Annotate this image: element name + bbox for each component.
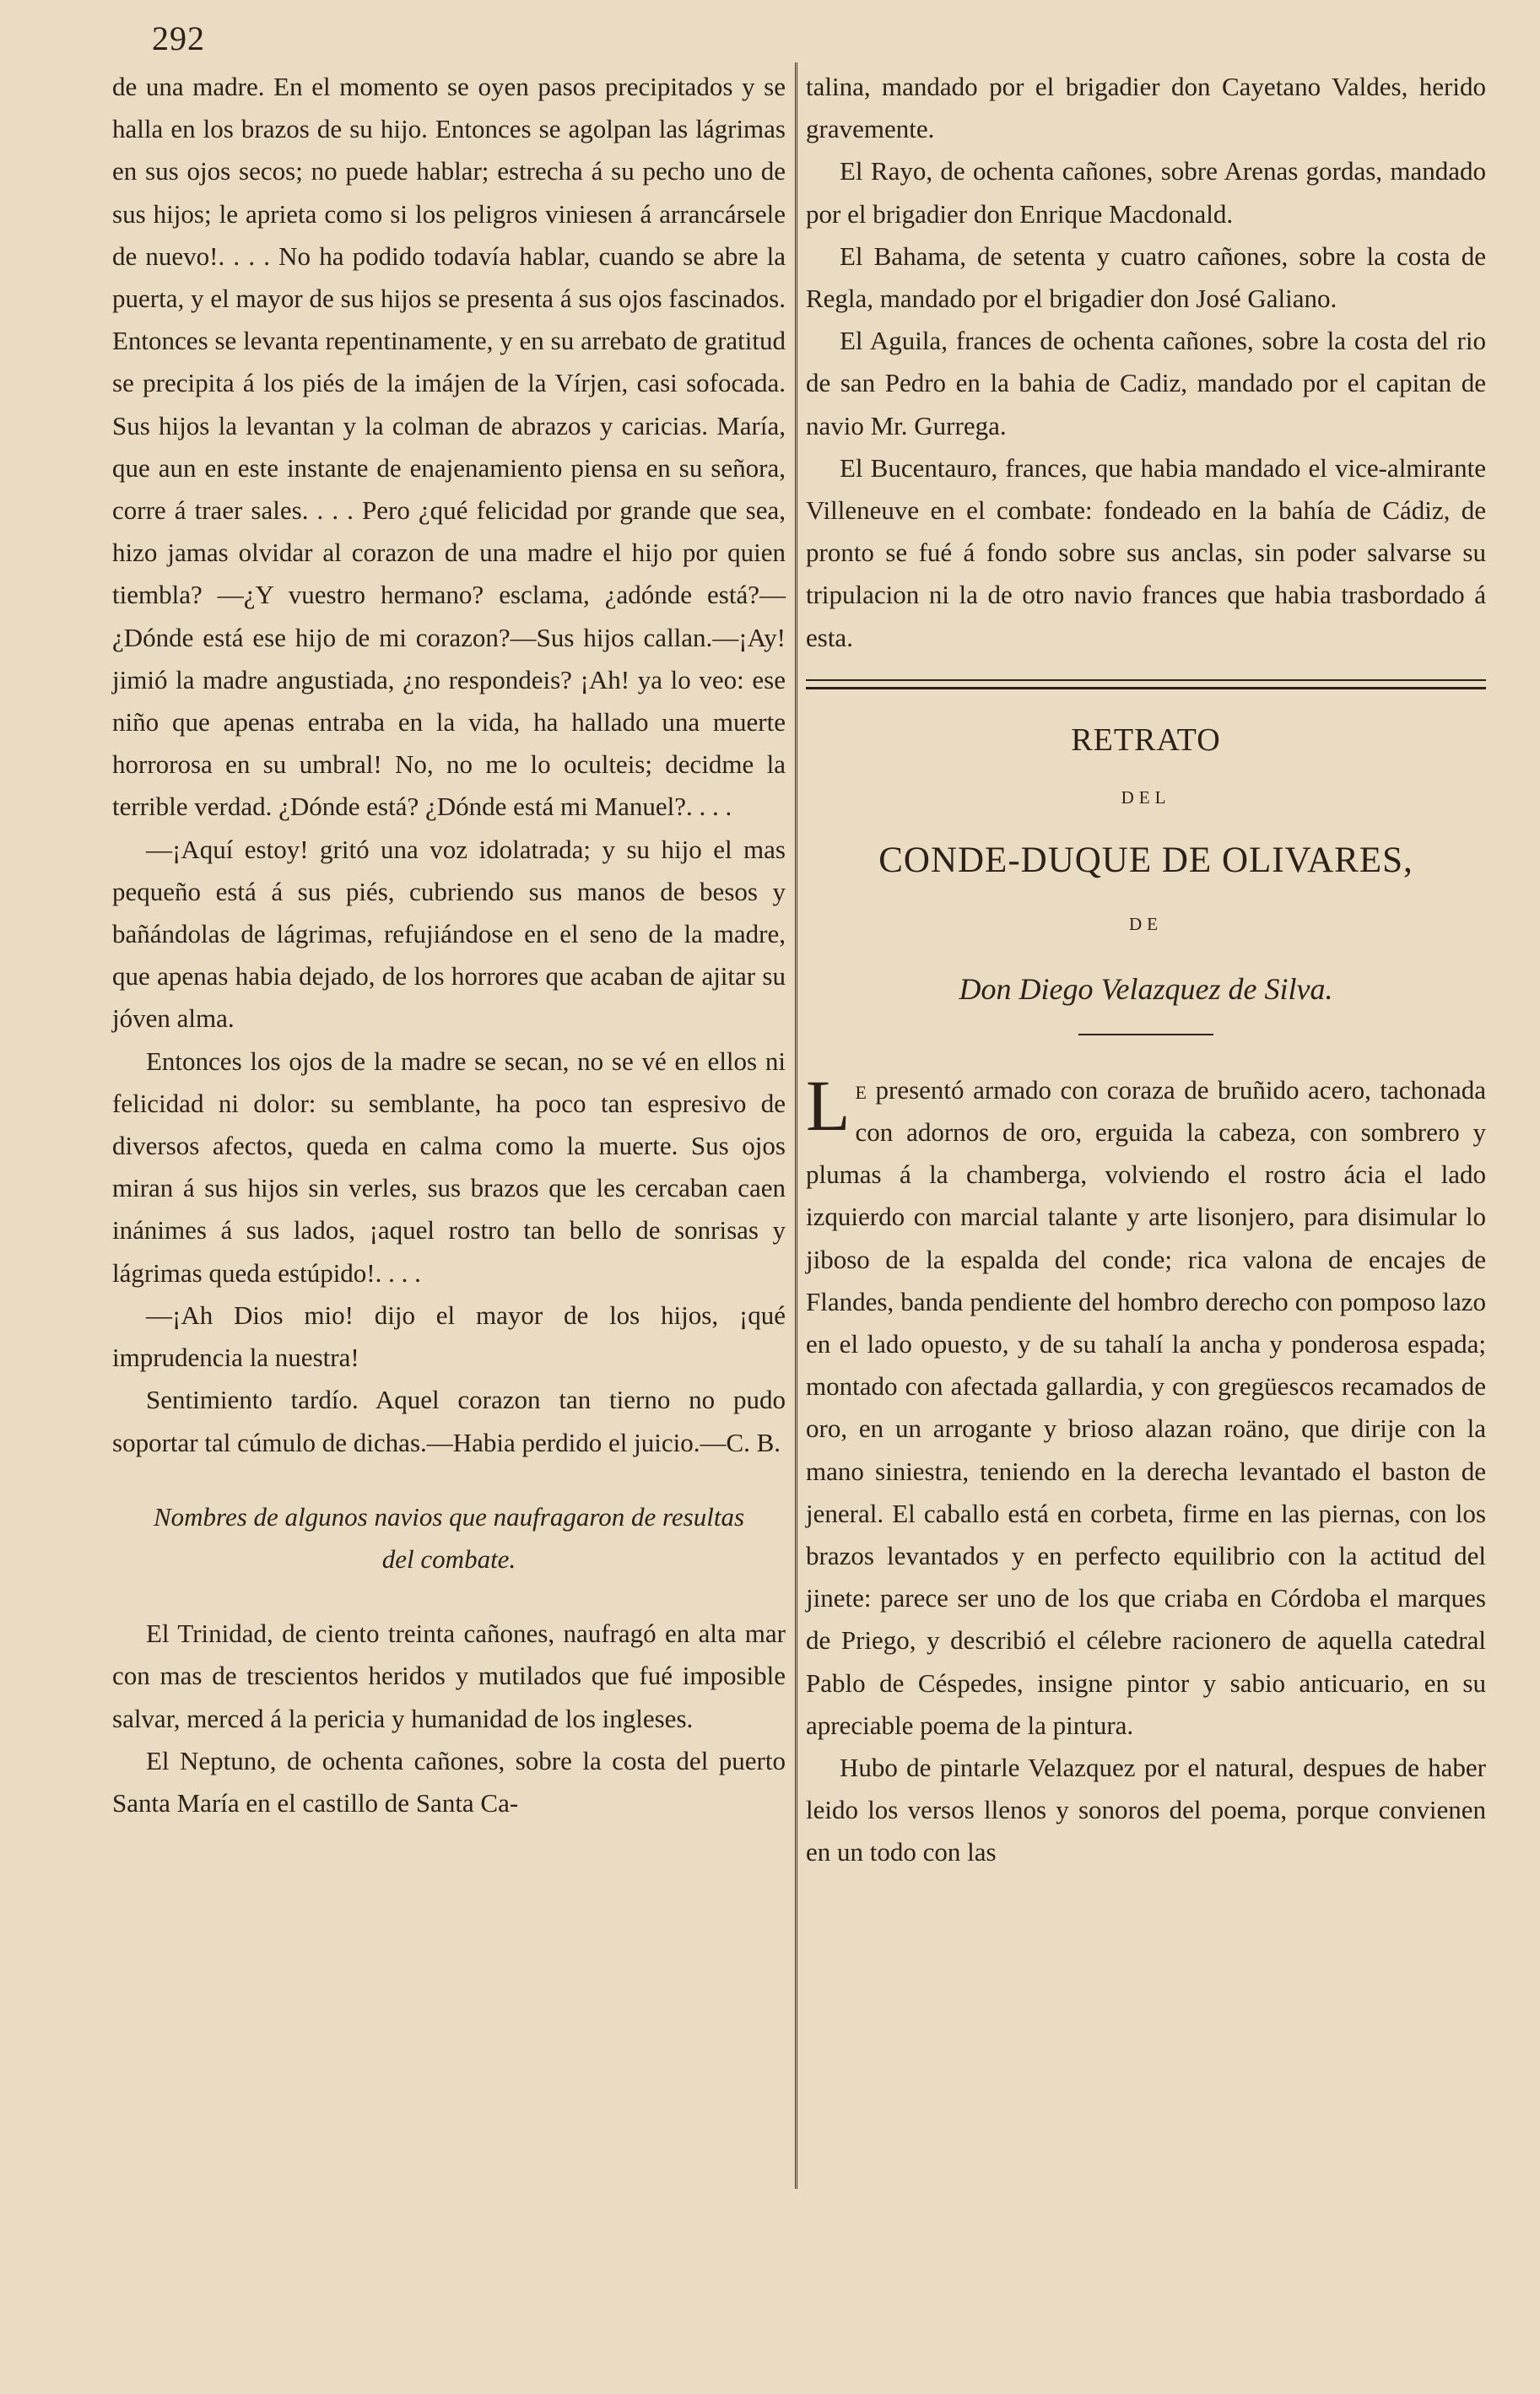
- paragraph: —¡Aquí estoy! gritó una voz idolatrada; y su hijo el mas pequeño está á sus piés, cubriendo sus manos de besos y bañándolas de lágrimas, refujiándose en el seno de la madre, que apenas habia dejado, de los horrores que acaban de ajitar su jóven alma.: [112, 834, 786, 1034]
- first-paragraph-text: presentó armado con coraza de bruñido acero, tachonada con adornos de oro, erguida la cabeza, con sombrero y plumas á la chamberga, volviendo el rostro ácia el lado izquierdo con marcial talante y arte lisonjero, para disimular lo jiboso de la espalda del conde; rica valona de encajes de Flandes, banda pendiente del hombro derecho con pomposo lazo en el lado opuesto, y de su tahalí la ancha y ponderosa espada; montado con afectada gallardia, y con gregüescos recamados de oro, en un arrogante y brioso alazan roäno, que dirije con la mano siniestra, teniendo en la derecha levantado el baston de jeneral. El caballo está en corbeta, firme en las piernas, con los brazos levantados y en perfecto equilibrio con la actitud del jinete: parece ser uno de los que criaba en Córdoba el marques de Priego, y describió el célebre racionero de aquella catedral Pablo de Céspedes, insigne pintor y sabio anticuario, en su apreciable poema de la pintura.: [806, 1074, 1486, 1740]
- paragraph: —¡Ah Dios mio! dijo el mayor de los hijos, ¡qué imprudencia la nuestra!: [112, 1300, 786, 1373]
- title-divider-rule: [806, 679, 1486, 689]
- article-title-line1: RETRATO: [1071, 721, 1221, 758]
- first-word-rest: e: [855, 1074, 867, 1105]
- left-column: [112, 66, 786, 1824]
- paragraph-signed: Sentimiento tardío. Aquel corazon tan tierno no pudo soportar tal cúmulo de dichas.—Habia perdido el juicio.—C. B.: [112, 1385, 786, 1457]
- drop-cap: L: [806, 1064, 851, 1146]
- ship-entry: El Trinidad, de ciento treinta cañones, naufragó en alta mar con mas de trescientos heridos y mutilados que fué imposible salvar, merced á la pericia y humanidad de los ingleses.: [112, 1619, 786, 1733]
- paragraph: de una madre. En el momento se oyen pasos precipitados y se halla en los brazos de su hijo. Entonces se agolpan las lágrimas en sus ojos secos; no puede hablar; estrecha á su pecho uno de sus hijos; le aprieta como si los peligros viniesen á arrancársele de nuevo!. . . . No ha podido todavía hablar, cuando se abre la puerta, y el mayor de sus hijos se presenta á sus ojos fascinados. Entonces se levanta repentinamente, y en su arrebato de gratitud se precipita á los piés de la imájen de la Vírjen, casi sofocada. Sus hijos la levantan y la colman de abrazos y caricias. María, que aun en este instante de enajenamiento piensa en su señora, corre á traer sales. . . . Pero ¿qué felicidad por grande que sea, hizo jamas olvidar al corazon de una madre el hijo por quien tiembla? —¿Y vuestro hermano? esclama, ¿adónde está?— ¿Dónde está ese hijo de mi corazon?—Sus hijos callan.—¡Ay! jimió la madre angustiada, ¿no respondeis? ¡Ah! ya lo veo: ese niño que apenas entraba en la vida, ha hallado una muerte horrorosa en su umbral! No, no me lo oculteis; decidme la terrible verdad. ¿Dónde está? ¿Dónde está mi Manuel?. . . .: [112, 72, 786, 822]
- section-heading: Nombres de algunos navios que naufragaron de resultas del combate.: [153, 1501, 745, 1574]
- short-divider-rule: [1078, 1034, 1213, 1035]
- ship-entry: talina, mandado por el brigadier don Cayetano Valdes, herido gravemente.: [806, 72, 1486, 144]
- article-first-paragraph: [806, 1064, 1486, 1747]
- right-column: [806, 66, 1486, 1874]
- paragraph: Hubo de pintarle Velazquez por el natural, despues de haber leido los versos llenos y sonoros del poema, porque convienen en un todo con las: [806, 1752, 1486, 1867]
- ship-entry: El Bahama, de setenta y cuatro cañones, sobre la costa de Regla, mandado por el brigadier don José Galiano.: [806, 240, 1486, 314]
- ship-entry: El Neptuno, de ochenta cañones, sobre la costa del puerto Santa María en el castillo de Santa Ca-: [112, 1745, 786, 1818]
- article-title-line2: DEL: [1121, 787, 1171, 808]
- article-author: Don Diego Velazquez de Silva.: [959, 971, 1333, 1006]
- ship-entry: El Bucentauro, frances, que habia mandado el vice-almirante Villeneuve en el combate: fondeado en la bahía de Cádiz, de pronto se fué á fondo sobre sus anclas, sin poder salvarse su tripulacion ni la de otro navio frances que habia trasbordado á esta.: [806, 452, 1486, 652]
- column-divider: [795, 62, 797, 2189]
- page-number: 292: [152, 19, 205, 57]
- article-title-line4: DE: [1129, 914, 1163, 935]
- paragraph: Entonces los ojos de la madre se secan, no se vé en ellos ni felicidad ni dolor: su semblante, ha poco tan espresivo de diversos afectos, queda en calma como la muerte. Sus ojos miran á sus hijos sin verles, sus brazos que les cercaban caen inánimes á sus lados, ¡aquel rostro tan bello de sonrisas y lágrimas queda estúpido!. . . .: [112, 1046, 786, 1288]
- ship-entry: El Aguila, frances de ochenta cañones, sobre la costa del rio de san Pedro en la bahia de Cadiz, mandado por el capitan de navio Mr. Gurrega.: [806, 326, 1486, 440]
- ship-entry: El Rayo, de ochenta cañones, sobre Arenas gordas, mandado por el brigadier don Enrique Macdonald.: [806, 156, 1486, 229]
- article-title-main: CONDE-DUQUE DE OLIVARES,: [878, 840, 1413, 881]
